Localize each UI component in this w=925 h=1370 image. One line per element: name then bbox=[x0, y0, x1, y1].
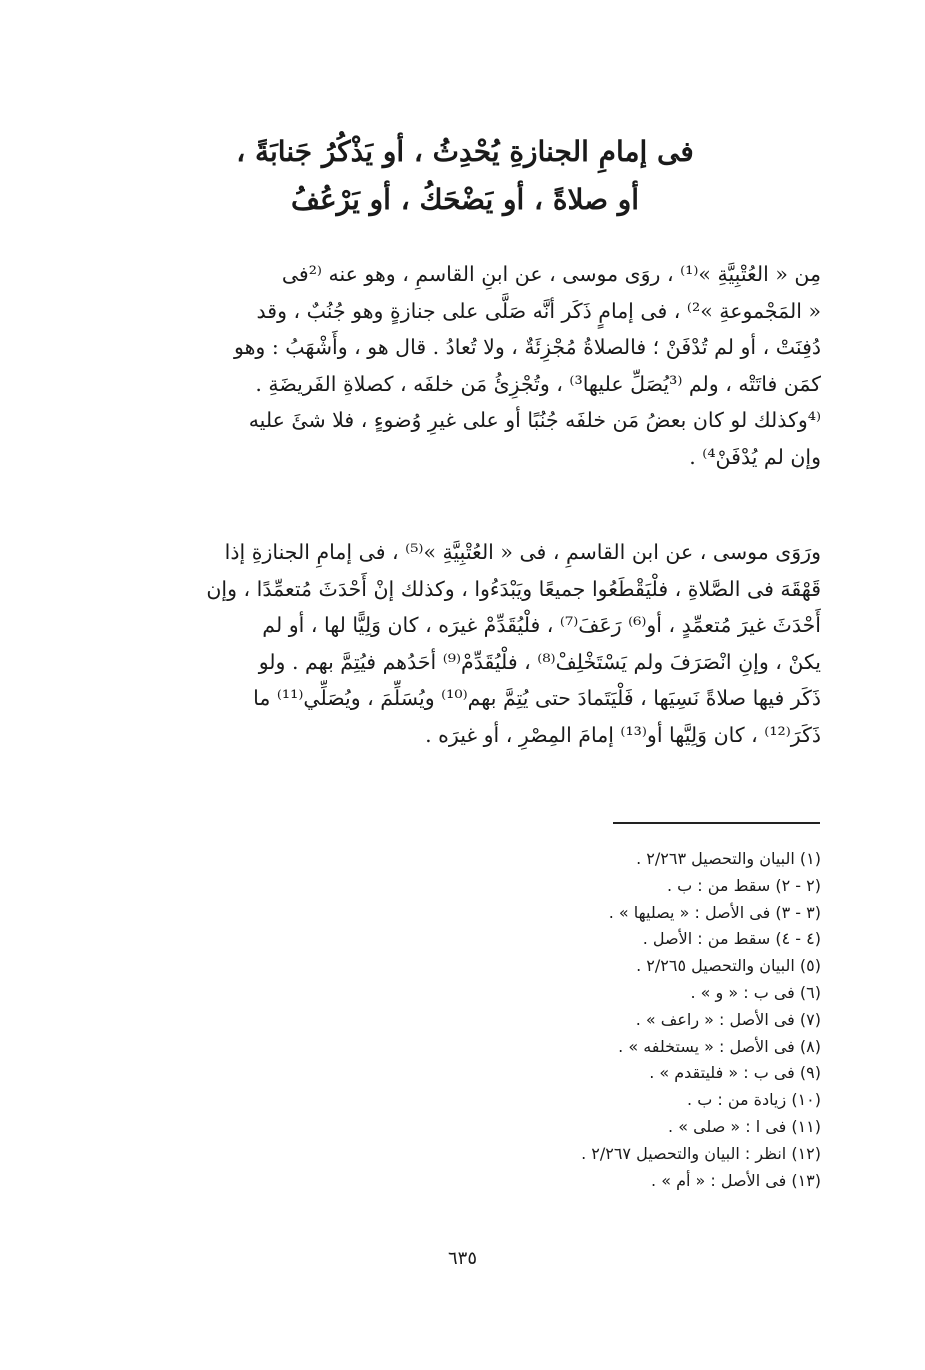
paragraph-line: ورَوَى موسى ، عن ابن القاسمِ ، فى « العُتْبِيَّةِ »⁽⁵⁾ ، فى إمامِ الجنازةِ إذا bbox=[224, 540, 821, 564]
title-line-1: فى إمامِ الجنازةِ يُحْدِثُ ، أو يَذْكُرُ جَنابَةً ، bbox=[236, 135, 694, 168]
paragraph-line: ذَكَرَ⁽¹²⁾ ، كان وَلِيَّها أو⁽¹³⁾ إمامَ المِصْرِ ، أو غيرَه . bbox=[425, 722, 821, 747]
paragraph-line: ذَكَر فيها صلاةً نَسِيَها ، فَلْيَتَمادَ حتى يُتِمَّ بهم⁽¹⁰⁾ ويُسَلِّمَ ، ويُصَلِّي⁽¹¹⁾ ما bbox=[253, 686, 821, 710]
paragraph-line: وإن لم يُدْفَنْ⁴⁾ . bbox=[689, 444, 821, 469]
footnote: (١٣) فى الأصل : « أم » . bbox=[651, 1170, 821, 1190]
footnote: (٢ - ٢) سقط من : ب . bbox=[666, 875, 821, 895]
footnote: (١٠) زيادة من : ب . bbox=[687, 1090, 821, 1110]
footnote: (٨) فى الأصل : « يستخلفه » . bbox=[618, 1036, 821, 1056]
chapter-title bbox=[120, 128, 810, 224]
paragraph-line: دُفِنَتْ ، أو لم تُدْفَنْ ؛ فالصلاةُ مُجْزِئَةٌ ، ولا تُعادُ . قال هو ، وأَشْهَبُ : وهو bbox=[234, 335, 821, 359]
footnotes bbox=[401, 846, 821, 1194]
footnote: (٥) البيان والتحصيل ٢/٢٦٥ . bbox=[636, 956, 821, 976]
footnote: (٦) فى ب : « و » . bbox=[690, 982, 821, 1002]
footnote: (١١) فى ا : « صلى » . bbox=[668, 1116, 821, 1136]
paragraph-line: يكنْ ، وإنِ انْصَرَفَ ولم يَسْتَخْلِفْ⁽⁸⁾ ، فلْيُقَدِّمْ⁽⁹⁾ أحَدُهم فيُتِمَّ بهم . ولو bbox=[258, 649, 821, 674]
footnote: (٧) فى الأصل : « راعف » . bbox=[635, 1009, 821, 1029]
page-number: ٦٣٥ bbox=[447, 1248, 477, 1269]
paragraph-1 bbox=[145, 256, 821, 475]
paragraph-line: كمَن فاتَتْه ، ولم ⁽³يُصَلِّ عليها³⁾ ، وتُجْزِئُ مَن خلفَه ، كصلاةِ الفَريضَةِ . bbox=[255, 371, 821, 396]
footnote: (٩) فى ب : « فليتقدم » . bbox=[649, 1063, 821, 1083]
title-line-2: أو صلاةً ، أو يَضْحَكُ ، أو يَرْعُفُ bbox=[290, 183, 640, 216]
footnote: (٣ - ٣) فى الأصل : « يصليها » . bbox=[608, 902, 821, 922]
footnote: (١٢) انظر : البيان والتحصيل ٢/٢٦٧ . bbox=[581, 1143, 821, 1163]
paragraph-line: قَهْقَهَ فى الصَّلاةِ ، فلْيَقْطَعُوا جميعًا ويَبْدَءُوا ، وكذلك إنْ أَحْدَثَ مُتعمِّدًا ، وإن bbox=[206, 576, 821, 601]
paragraph-line: أَحْدَثَ غيرَ مُتعمِّدٍ ، أو⁽⁶⁾ رَعَفَ⁽⁷⁾ ، فلْيُقَدِّمْ غيرَه ، كان وَلِيًّا لها ، أو لم bbox=[262, 613, 821, 637]
paragraph-2 bbox=[145, 534, 821, 753]
paragraph-line: مِن « العُتْبِيَّةِ »⁽¹⁾ ، روَى موسى ، عن ابنِ القاسمِ ، وهو عنه ⁽²فى bbox=[281, 262, 821, 286]
footnote-divider bbox=[613, 822, 820, 824]
footnote: (١) البيان والتحصيل ٢/٢٦٣ . bbox=[636, 849, 821, 868]
paragraph-line: ⁽⁴وكذلك لو كان بعضُ مَن خلفَه جُنُبًا أو على غيرِ وُضوءٍ ، فلا شئَ عليه bbox=[248, 408, 821, 432]
footnote: (٤ - ٤) سقط من : الأصل . bbox=[642, 929, 821, 949]
paragraph-line: « المَجْموعةِ »²⁾ ، فى إمامٍ ذَكَر أنَّه صَلَّى على جنازةٍ وهو جُنُبٌ ، وقد bbox=[256, 298, 821, 323]
